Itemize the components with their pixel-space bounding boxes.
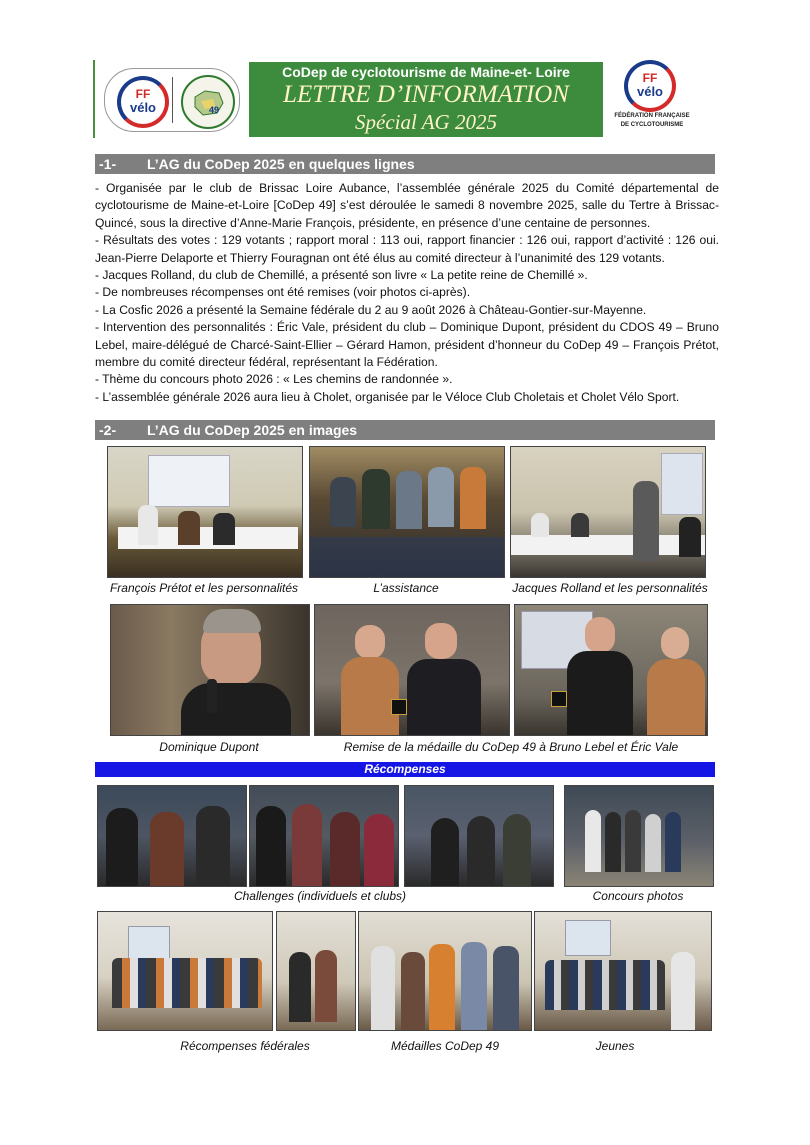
caption-assistance: L’assistance: [373, 581, 439, 595]
ffvelo-logo-velo: vélo: [129, 100, 156, 115]
federation-logo: [622, 60, 678, 112]
federation-ffvelo-icon: [624, 60, 676, 112]
banner-organisation: CoDep de cyclotourisme de Maine-et- Loire: [282, 64, 570, 80]
photo-recompenses-federales-1: [97, 911, 273, 1031]
photo-medaille-eric-vale: [514, 604, 708, 736]
paragraph-ag-2026: - L’assemblée générale 2026 aura lieu à Cholet, organisée par le Véloce Club Choletais et Cholet Vélo Sport.: [95, 389, 680, 404]
photo-medaille-remise: [314, 604, 510, 736]
photo-challenges-2: [249, 785, 399, 887]
recompenses-bar: Récompenses: [95, 762, 715, 777]
section1-header: [95, 154, 715, 174]
photo-dominique-dupont: [110, 604, 310, 736]
banner-title: LETTRE D’INFORMATION: [283, 81, 569, 108]
photo-concours-photos: [564, 785, 714, 887]
paragraph-livre: - Jacques Rolland, du club de Chemillé, a présenté son livre « La petite reine de Chemillé ».: [95, 268, 588, 283]
caption-jeunes: Jeunes: [595, 1039, 635, 1053]
paragraph-concours-photo: - Thème du concours photo 2026 : « Les chemins de randonnée ».: [95, 372, 453, 387]
caption-recompenses-federales: Récompenses fédérales: [180, 1039, 310, 1053]
caption-jacques-rolland: Jacques Rolland et les personnalités: [512, 581, 708, 595]
federation-name-line1: FÉDÉRATION FRANÇAISE: [614, 113, 690, 119]
title-banner: [249, 62, 603, 137]
logo-separator: [172, 77, 173, 123]
paragraph-recompenses: - De nombreuses récompenses ont été remises (voir photos ci-après).: [95, 285, 471, 300]
section2-title: L’AG du CoDep 2025 en images: [147, 422, 358, 438]
photo-assistance: [309, 446, 505, 578]
caption-francois-pretot: François Prétot et les personnalités: [109, 581, 299, 595]
photo-challenges-1: [97, 785, 247, 887]
header-accent-line: [93, 60, 95, 138]
paragraph-votes: - Résultats des votes : 129 votants ; rapport moral : 113 oui, rapport financier : 126 oui, rapport d’activité : 126 oui. Jean-Pierre Delaporte et Thierry Fouragnan ont été élus au comité directeur à l’unanimité des 129 votants.: [95, 233, 719, 265]
caption-medailles-codep49: Médailles CoDep 49: [390, 1039, 500, 1053]
federation-logo-velo: vélo: [636, 84, 663, 99]
codep49-number: 49: [209, 105, 220, 115]
ffvelo-codep-logo: [104, 68, 240, 132]
ffvelo-logo-ff: FF: [135, 87, 151, 101]
section1-number: -1-: [99, 156, 117, 172]
caption-challenges: Challenges (individuels et clubs): [233, 889, 407, 903]
caption-dominique-dupont: Dominique Dupont: [159, 740, 259, 754]
section2-header: [95, 420, 715, 440]
federation-logo-ff: FF: [642, 71, 658, 85]
federation-name: [612, 112, 692, 130]
photo-challenges-3: [404, 785, 554, 887]
caption-concours-photos: Concours photos: [592, 889, 684, 903]
section1-title: L’AG du CoDep 2025 en quelques lignes: [147, 156, 415, 172]
paragraph-personnalites: - Intervention des personnalités : Éric Vale, président du club – Dominique Dupont, président du CDOS 49 – Bruno Lebel, maire-délégué de Charcé-Saint-Ellier – Gérard Hamon, président d’honneur du CoDep 49 – François Prétot, membre du comité directeur fédéral, représentant la Fédération.: [95, 320, 719, 370]
photo-francois-pretot: [107, 446, 303, 578]
section2-number: -2-: [99, 422, 117, 438]
caption-medaille-remise: Remise de la médaille du CoDep 49 à Bruno Lebel et Éric Vale: [343, 740, 679, 754]
photo-recompenses-federales-2: [276, 911, 356, 1031]
paragraph-cosfic: - La Cosfic 2026 a présenté la Semaine fédérale du 2 au 9 août 2026 à Château-Gontier-sur-Mayenne.: [95, 302, 647, 317]
photo-jacques-rolland: [510, 446, 706, 578]
photo-jeunes: [534, 911, 712, 1031]
codep49-logo-icon: [181, 75, 235, 129]
section1-body: [95, 180, 719, 406]
paragraph-organisation: - Organisée par le club de Brissac Loire Aubance, l’assemblée générale 2025 du Comité départemental de cyclotourisme de Maine-et-Loire [CoDep 49] s’est déroulée le samedi 8 novembre 2025, salle du Tertre à Brissac-Quincé, sous la directive d’Anne-Marie François, présidente, en présence d’une centaine de personnes.: [95, 181, 719, 230]
federation-name-line2: DE CYCLOTOURISME: [620, 122, 684, 128]
photo-medailles-codep49: [358, 911, 532, 1031]
ffvelo-logo-icon: [117, 76, 169, 128]
banner-subtitle: Spécial AG 2025: [355, 110, 497, 134]
